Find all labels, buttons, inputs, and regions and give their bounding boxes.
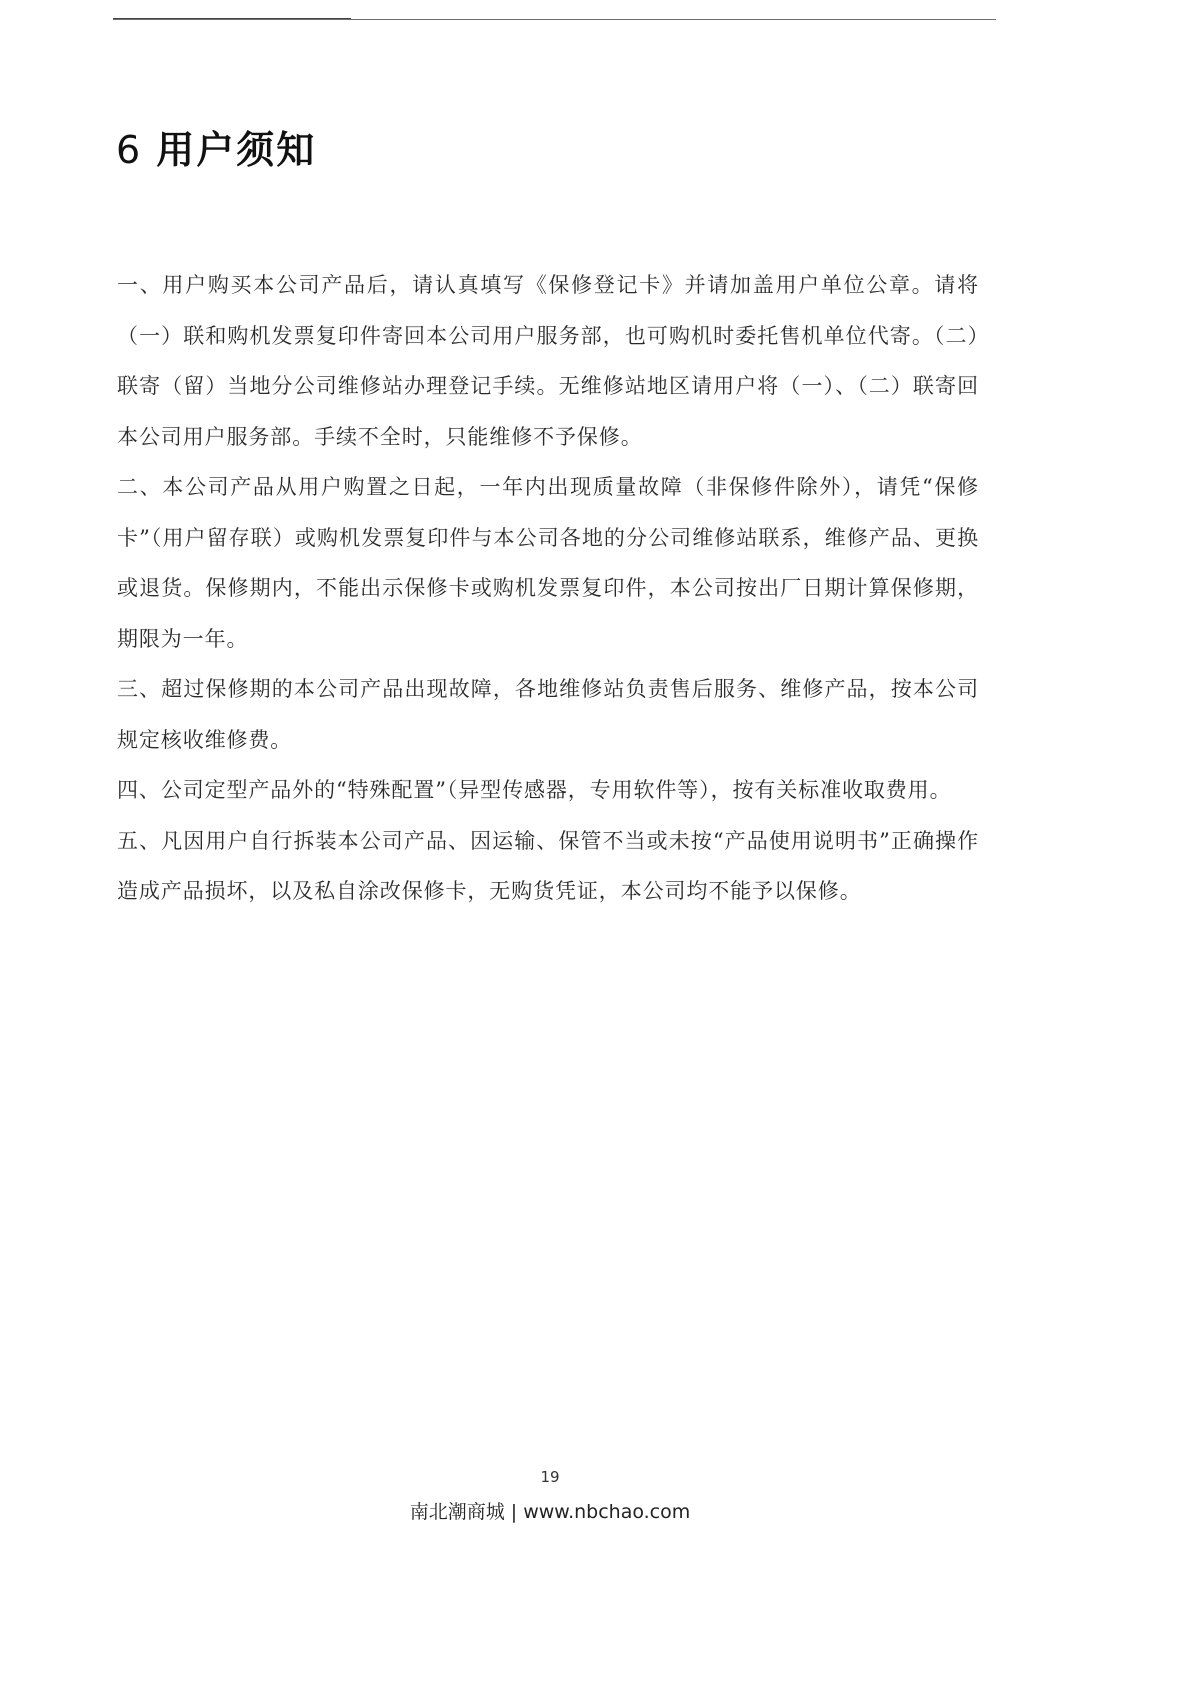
notice-paragraph-3: 三、超过保修期的本公司产品出现故障，各地维修站负责售后服务、维修产品，按本公司规定核收维修费。 bbox=[117, 677, 979, 752]
notice-paragraph-5: 五、凡因用户自行拆装本公司产品、因运输、保管不当或未按“产品使用说明书”正确操作造成产品损坏，以及私自涂改保修卡，无购货凭证，本公司均不能予以保修。 bbox=[117, 828, 979, 903]
notice-paragraph-2: 二、本公司产品从用户购置之日起，一年内出现质量故障（非保修件除外），请凭“保修卡”（用户留存联）或购机发票复印件与本公司各地的分公司维修站联系，维修产品、更换或退货。保修期内，不能出示保修卡或购机发票复印件，本公司按出厂日期计算保修期，期限为一年。 bbox=[117, 475, 979, 651]
header-rule bbox=[113, 19, 996, 20]
page-number: 19 bbox=[540, 1468, 560, 1486]
section-number: 6 bbox=[116, 128, 143, 172]
notice-paragraph-4: 四、公司定型产品外的“特殊配置”（异型传感器，专用软件等），按有关标准收取费用。 bbox=[117, 778, 952, 802]
section-heading bbox=[116, 122, 316, 178]
section-title: 用户须知 bbox=[156, 128, 317, 172]
notice-body bbox=[117, 260, 979, 917]
footer-brand-link[interactable]: 南北潮商城 | www.nbchao.com bbox=[409, 1501, 691, 1523]
notice-paragraph-1: 一、用户购买本公司产品后，请认真填写《保修登记卡》并请加盖用户单位公章。请将（一）联和购机发票复印件寄回本公司用户服务部，也可购机时委托售机单位代寄。（二）联寄（留）当地分公司维修站办理登记手续。无维修站地区请用户将（一）、（二）联寄回本公司用户服务部。手续不全时，只能维修不予保修。 bbox=[117, 273, 979, 449]
